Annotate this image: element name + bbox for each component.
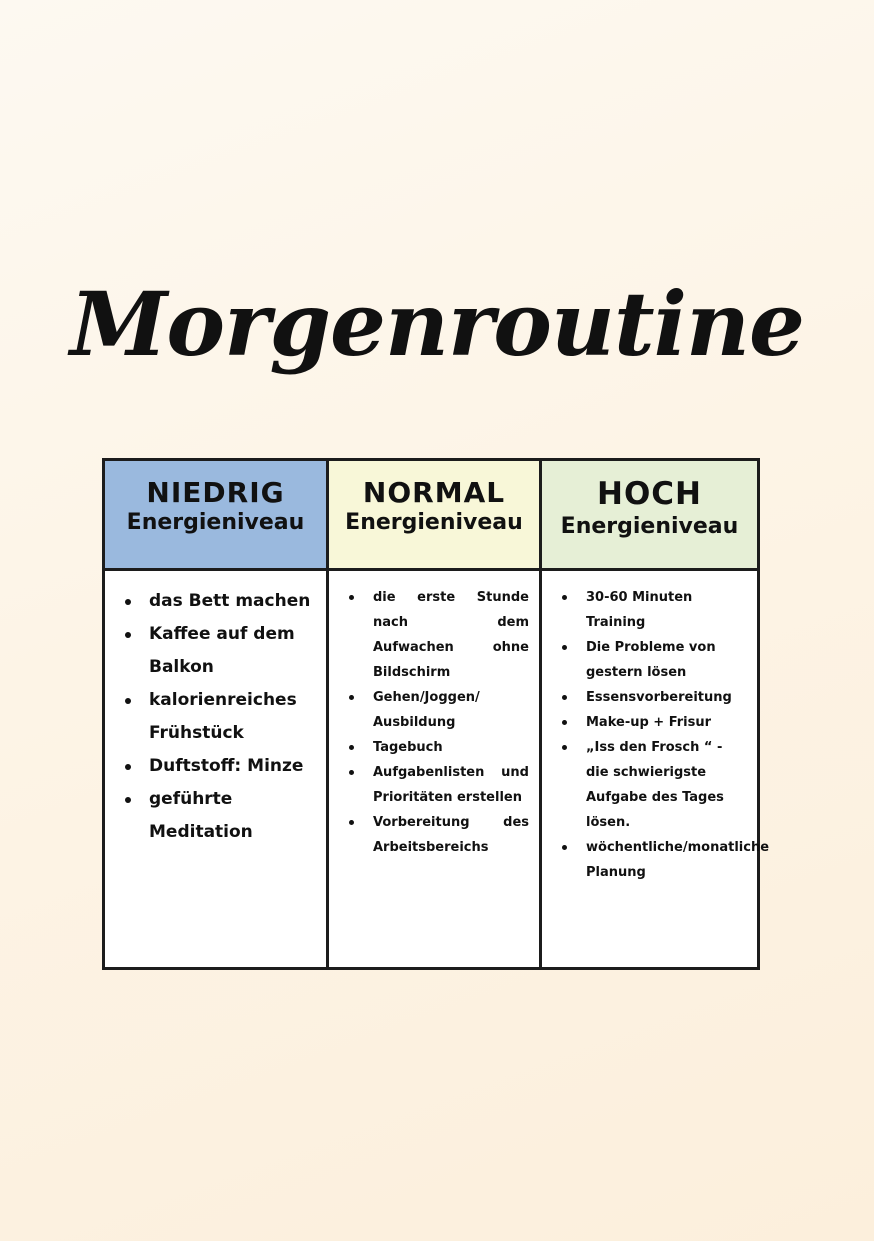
column-body-normal [329, 571, 539, 860]
column-header-low [105, 461, 326, 571]
level-label: NIEDRIG [146, 476, 285, 509]
column-low-energy [105, 461, 329, 967]
routine-list [548, 585, 770, 885]
routine-list [111, 585, 316, 849]
level-label: HOCH [597, 476, 702, 512]
energy-level-table [102, 458, 770, 970]
level-subtitle: Energieniveau [345, 510, 523, 536]
column-body-high [542, 571, 770, 885]
list-item: Duftstoff: Minze [111, 750, 316, 783]
list-item: „Iss den Frosch “ - die schwierigste Aufgabe des Tages lösen. [548, 735, 747, 835]
column-body-low [105, 571, 326, 849]
list-item: das Bett machen [111, 585, 316, 618]
level-label: NORMAL [362, 476, 506, 509]
list-item: kalorienreiches Frühstück [111, 684, 316, 750]
list-item: Tagebuch [335, 735, 529, 760]
level-subtitle: Energieniveau [126, 510, 305, 536]
list-item: die erste Stunde nach dem Aufwachen ohne Bildschirm [335, 585, 529, 685]
list-item: 30-60 Minuten Training [548, 585, 747, 635]
routine-list [335, 585, 529, 860]
list-item: Vorbereitung des Arbeitsbereichs [335, 810, 529, 860]
list-item: Kaffee auf dem Balkon [111, 618, 316, 684]
list-item: wöchentliche/monatliche Planung [548, 835, 747, 885]
list-item: Gehen/Joggen/ Ausbildung [335, 685, 529, 735]
list-item: Make-up + Frisur [548, 710, 747, 735]
list-item: Die Probleme von gestern lösen [548, 635, 747, 685]
column-normal-energy [329, 461, 542, 967]
column-header-high [542, 461, 757, 571]
list-item: geführte Meditation [111, 783, 316, 849]
list-item: Essensvorbereitung [548, 685, 747, 710]
column-high-energy [542, 461, 770, 967]
list-item: Aufgabenlisten und Prioritäten erstellen [335, 760, 529, 810]
column-header-normal [329, 461, 539, 571]
level-subtitle: Energieniveau [560, 513, 739, 539]
page-title: Morgenroutine [69, 272, 805, 376]
